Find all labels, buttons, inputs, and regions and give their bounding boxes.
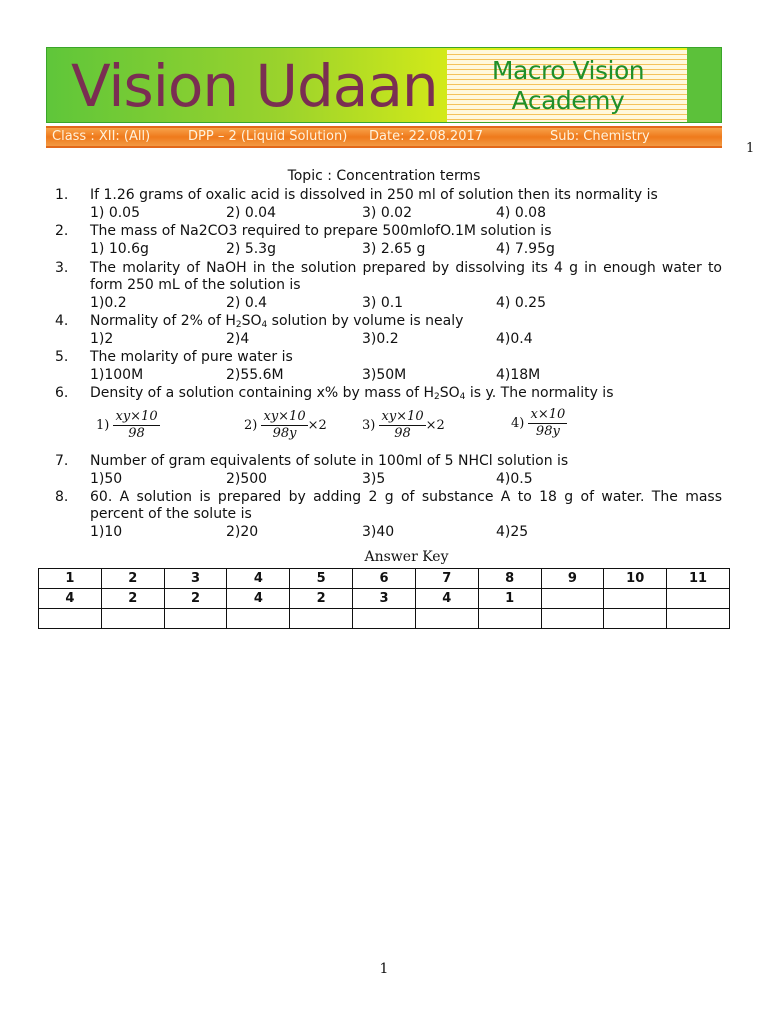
option: 2)500 — [226, 471, 268, 487]
table-cell — [415, 609, 478, 629]
table-cell — [164, 609, 227, 629]
answer-key-table — [38, 568, 730, 629]
academy-line-2: Academy — [511, 86, 625, 115]
table-cell: 1 — [39, 569, 102, 589]
table-cell — [39, 609, 102, 629]
option: 4)25 — [496, 524, 529, 540]
class-label: Class : XII: (All) — [52, 129, 151, 144]
option: 1) 10.6g — [90, 241, 149, 257]
table-cell — [353, 609, 416, 629]
table-cell — [667, 609, 730, 629]
table-cell: 4 — [227, 569, 290, 589]
header-banner — [46, 47, 722, 123]
option: 1)50 — [90, 471, 123, 487]
academy-name — [447, 56, 689, 116]
brand-title: Vision Udaan — [71, 52, 438, 120]
table-cell: 11 — [667, 569, 730, 589]
question-number: 6. — [55, 385, 69, 401]
table-cell — [290, 609, 353, 629]
formula-option-1: 1) $\frac{xy\times 10}{98}$ — [96, 409, 158, 441]
topic-heading: Topic : Concentration terms — [287, 168, 481, 184]
table-row-header — [39, 569, 730, 589]
table-cell — [541, 589, 604, 609]
question-text: Number of gram equivalents of solute in 100ml of 5 NHCl solution is — [90, 453, 569, 469]
question-text: The molarity of NaOH in the solution prepared by dissolving its 4 g in enough water to form 250 mL of the solution is — [90, 260, 722, 293]
option: 2) 5.3g — [226, 241, 276, 257]
question-number: 5. — [55, 349, 69, 365]
option: 2) 0.04 — [226, 205, 276, 221]
table-cell: 4 — [227, 589, 290, 609]
question-number: 1. — [55, 187, 69, 203]
option: 1)100M — [90, 367, 144, 383]
table-cell: 1 — [478, 589, 541, 609]
table-cell: 4 — [39, 589, 102, 609]
option: 3) 0.02 — [362, 205, 412, 221]
table-cell: 9 — [541, 569, 604, 589]
question-number: 7. — [55, 453, 69, 469]
table-cell: 3 — [164, 569, 227, 589]
answer-key-title: Answer Key — [364, 549, 449, 565]
formula-option-4: 4) $\frac{x\times 10}{98y}$ — [511, 407, 566, 439]
date-label: Date: 22.08.2017 — [369, 129, 484, 144]
option: 3) 2.65 g — [362, 241, 426, 257]
option: 4) 0.25 — [496, 295, 546, 311]
table-cell: 2 — [101, 589, 164, 609]
table-cell: 8 — [478, 569, 541, 589]
formula-option-3: 3) $\frac{xy\times 10}{98}$ ×2 — [362, 409, 445, 441]
table-cell: 5 — [290, 569, 353, 589]
question-number: 2. — [55, 223, 69, 239]
table-cell: 7 — [415, 569, 478, 589]
table-row-blank — [39, 609, 730, 629]
option: 3) 0.1 — [362, 295, 404, 311]
option: 1)2 — [90, 331, 114, 347]
question-text: Normality of 2% of $H_2SO_4$ solution by volume is nealy — [90, 313, 464, 330]
question-text: If 1.26 grams of oxalic acid is dissolved in 250 ml of solution then its normality is — [90, 187, 658, 203]
table-cell: 2 — [290, 589, 353, 609]
table-cell — [667, 589, 730, 609]
option: 3)50M — [362, 367, 407, 383]
option: 2) 0.4 — [226, 295, 268, 311]
table-row-answers — [39, 589, 730, 609]
table-cell: 3 — [353, 589, 416, 609]
option: 3)0.2 — [362, 331, 399, 347]
option: 2)20 — [226, 524, 259, 540]
academy-line-1: Macro Vision — [491, 56, 645, 85]
option: 3)40 — [362, 524, 395, 540]
question-text: The molarity of pure water is — [90, 349, 293, 365]
question-text: Density of a solution containing x% by mass of $H_2SO_4$ is y. The normality is — [90, 385, 614, 402]
option: 1)0.2 — [90, 295, 127, 311]
formula-option-2: 2) $\frac{xy\times 10}{98y}$ ×2 — [244, 409, 327, 441]
question-number: 4. — [55, 313, 69, 329]
question-number: 3. — [55, 260, 69, 276]
table-cell: 2 — [101, 569, 164, 589]
table-cell: 10 — [604, 569, 667, 589]
question-text: 60. A solution is prepared by adding 2 g of substance A to 18 g of water. The mass percent of the solute is — [90, 489, 722, 522]
question-number: 8. — [55, 489, 69, 505]
page-number-top: 1 — [746, 141, 755, 156]
table-cell — [604, 589, 667, 609]
dpp-label: DPP – 2 (Liquid Solution) — [188, 129, 348, 144]
option: 4)18M — [496, 367, 541, 383]
option: 1) 0.05 — [90, 205, 140, 221]
page-number-footer: 1 — [379, 961, 389, 977]
info-bar — [46, 126, 722, 148]
option: 2)4 — [226, 331, 250, 347]
subject-label: Sub: Chemistry — [550, 129, 650, 144]
table-cell: 4 — [415, 589, 478, 609]
option: 3)5 — [362, 471, 386, 487]
table-cell: 6 — [353, 569, 416, 589]
table-cell — [478, 609, 541, 629]
option: 4) 7.95g — [496, 241, 555, 257]
option: 4)0.5 — [496, 471, 533, 487]
table-cell — [604, 609, 667, 629]
option: 2)55.6M — [226, 367, 284, 383]
table-cell: 2 — [164, 589, 227, 609]
option: 4)0.4 — [496, 331, 533, 347]
table-cell — [227, 609, 290, 629]
option: 4) 0.08 — [496, 205, 546, 221]
table-cell — [541, 609, 604, 629]
table-cell — [101, 609, 164, 629]
option: 1)10 — [90, 524, 123, 540]
banner-tab — [687, 48, 721, 122]
question-text: The mass of Na2CO3 required to prepare 500mlofO.1M solution is — [90, 223, 552, 239]
